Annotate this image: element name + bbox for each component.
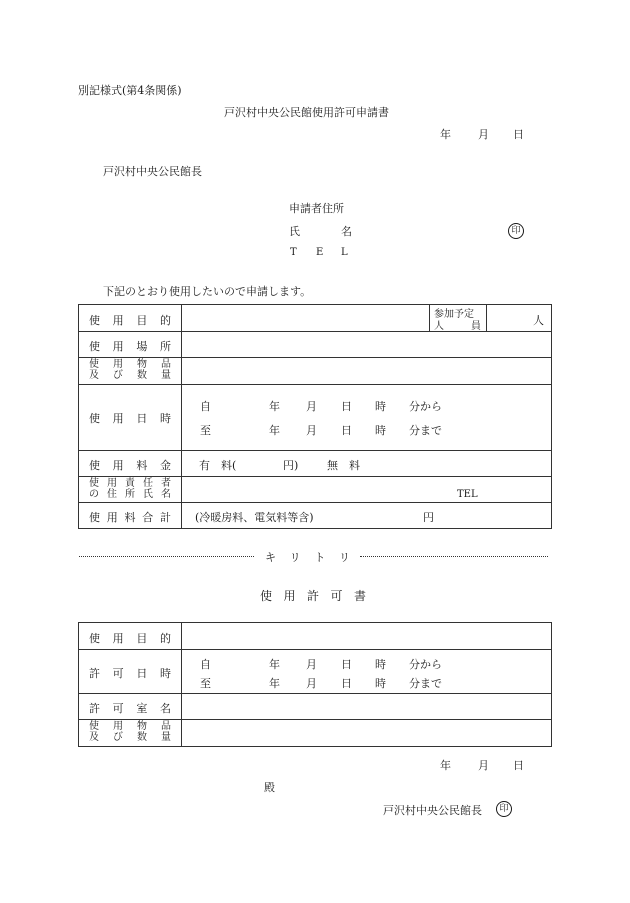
permit-to-prefix: 至 — [200, 677, 211, 690]
from-day: 日 — [341, 400, 352, 413]
total-label: 使 用 料 合 計 — [89, 511, 171, 524]
permit-date-year: 年 — [440, 759, 451, 772]
permit-room-label: 許 可 室 名 — [89, 702, 171, 715]
seal-icon: 印 — [508, 223, 524, 239]
place-field[interactable] — [182, 332, 551, 357]
expected-participants-label: 参加予定 — [434, 309, 474, 320]
cut-line-left — [79, 556, 254, 557]
applicant-tel-e: E — [316, 247, 324, 258]
total-yen: 円 — [423, 511, 434, 524]
permit-room-field[interactable] — [182, 694, 551, 719]
application-table — [78, 304, 552, 529]
from-hour: 時 — [375, 400, 386, 413]
to-minute: 分まで — [409, 424, 442, 437]
permit-from-prefix: 自 — [200, 658, 211, 671]
issuer: 戸沢村中央公民館長 — [383, 804, 482, 817]
permit-purpose-label: 使 用 目 的 — [89, 632, 171, 645]
to-prefix: 至 — [200, 424, 211, 437]
purpose-field[interactable] — [182, 305, 428, 330]
items-field[interactable] — [182, 358, 551, 384]
permit-from-hour: 時 — [375, 658, 386, 671]
permit-to-minute: 分まで — [409, 677, 442, 690]
form-number: 別記様式(第4条関係) — [78, 84, 182, 97]
to-month: 月 — [306, 424, 317, 437]
permit-to-year: 年 — [269, 677, 280, 690]
to-year: 年 — [269, 424, 280, 437]
fee-label: 使 用 料 金 — [89, 459, 171, 472]
fee-amount-field[interactable] — [248, 454, 282, 472]
cut-line-label: キ リ ト リ — [265, 551, 350, 564]
applicant-tel-t: T — [290, 247, 297, 258]
from-prefix: 自 — [200, 400, 211, 413]
applicant-name-label-1: 氏 — [289, 225, 300, 238]
permit-datetime-field[interactable] — [182, 650, 551, 693]
permit-to-hour: 時 — [375, 677, 386, 690]
purpose-label: 使 用 目 的 — [89, 314, 171, 327]
permit-from-day: 日 — [341, 658, 352, 671]
fee-paid-option[interactable]: 有 料( — [199, 459, 237, 472]
intro-text: 下記のとおり使用したいので申請します。 — [103, 285, 312, 298]
from-month: 月 — [306, 400, 317, 413]
responsible-field[interactable] — [182, 477, 551, 502]
recipient-suffix: 殿 — [264, 781, 275, 794]
permit-table — [78, 622, 552, 747]
permit-from-minute: 分から — [409, 658, 442, 671]
responsible-tel: TEL — [457, 489, 478, 500]
applicant-name-label-2: 名 — [341, 225, 352, 238]
to-day: 日 — [341, 424, 352, 437]
total-note: (冷暖房料、電気料等含) — [195, 511, 314, 524]
cut-line-right — [360, 556, 548, 557]
permit-datetime-label: 許 可 日 時 — [89, 667, 171, 680]
permit-to-day: 日 — [341, 677, 352, 690]
applicant-tel-l: L — [341, 247, 348, 258]
total-amount-field[interactable] — [338, 505, 418, 525]
date-month-label: 月 — [478, 128, 489, 141]
place-label: 使 用 場 所 — [89, 340, 171, 353]
datetime-field[interactable] — [182, 385, 551, 450]
expected-participants-label-2: 人 員 — [434, 321, 481, 332]
date-day-label: 日 — [513, 128, 524, 141]
form-title: 戸沢村中央公民館使用許可申請書 — [224, 106, 389, 119]
permit-to-month: 月 — [306, 677, 317, 690]
date-year-label: 年 — [440, 128, 451, 141]
from-minute: 分から — [409, 400, 442, 413]
addressee: 戸沢村中央公民館長 — [103, 165, 202, 178]
fee-yen: 円) — [283, 459, 299, 472]
responsible-label: 使 用 責 任 者 の 住 所 氏 名 — [89, 478, 171, 500]
permit-items-label: 使 用 物 品 及 び 数 量 — [89, 721, 171, 743]
issuer-seal-icon: 印 — [496, 801, 512, 817]
fee-free-option[interactable]: 無 料 — [327, 459, 360, 472]
permit-date-day: 日 — [513, 759, 524, 772]
expected-unit: 人 — [533, 314, 544, 327]
permit-date-month: 月 — [478, 759, 489, 772]
permit-items-field[interactable] — [182, 720, 551, 746]
from-year: 年 — [269, 400, 280, 413]
datetime-label: 使 用 日 時 — [89, 412, 171, 425]
permit-from-month: 月 — [306, 658, 317, 671]
permit-purpose-field[interactable] — [182, 623, 551, 649]
items-label: 使 用 物 品 及 び 数 量 — [89, 359, 171, 381]
permit-from-year: 年 — [269, 658, 280, 671]
permit-title: 使 用 許 可 書 — [260, 589, 366, 603]
to-hour: 時 — [375, 424, 386, 437]
applicant-address-label: 申請者住所 — [289, 202, 344, 215]
